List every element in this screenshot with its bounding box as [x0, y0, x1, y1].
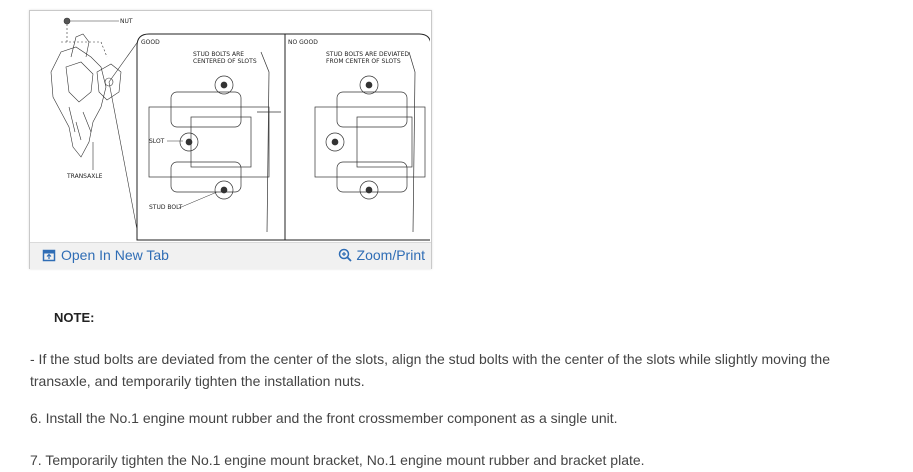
nut-label: NUT: [120, 18, 133, 25]
no-good-label: NO GOOD: [288, 39, 318, 46]
transaxle-sketch: [51, 18, 139, 240]
open-in-new-tab-label: Open In New Tab: [61, 247, 169, 263]
figure-card: [29, 10, 432, 269]
bad-caption-2: FROM CENTER OF SLOTS: [326, 58, 401, 65]
good-caption-1: STUD BOLTS ARE: [193, 51, 245, 58]
transaxle-label: TRANSAXLE: [67, 173, 103, 180]
zoom-print-link[interactable]: [338, 247, 425, 263]
engine-mount-diagram: [31, 12, 430, 241]
step-7: 7. Temporarily tighten the No.1 engine mount bracket, No.1 engine mount rubber and bracket plate.: [30, 452, 645, 468]
figure-toolbar: [30, 242, 431, 269]
note-title: NOTE:: [54, 310, 95, 325]
good-caption-2: CENTERED OF SLOTS: [193, 58, 257, 65]
note-bullet: - If the stud bolts are deviated from the center of the slots, align the stud bolts with the center of the slots while slightly moving the transaxle, and temporarily tighten the installation nuts.: [30, 351, 830, 389]
slot-label: SLOT: [149, 138, 165, 145]
bad-caption-1: STUD BOLTS ARE DEVIATED: [326, 51, 409, 58]
step-6: 6. Install the No.1 engine mount rubber and the front crossmember component as a single unit.: [30, 410, 618, 426]
open-in-new-tab-link[interactable]: [42, 247, 169, 263]
stud-bolt-label: STUD BOLT: [149, 204, 183, 211]
good-label: GOOD: [141, 39, 160, 46]
zoom-print-label: Zoom/Print: [356, 247, 425, 263]
zoom-icon: [338, 248, 352, 262]
open-in-new-tab-icon: [42, 248, 56, 262]
